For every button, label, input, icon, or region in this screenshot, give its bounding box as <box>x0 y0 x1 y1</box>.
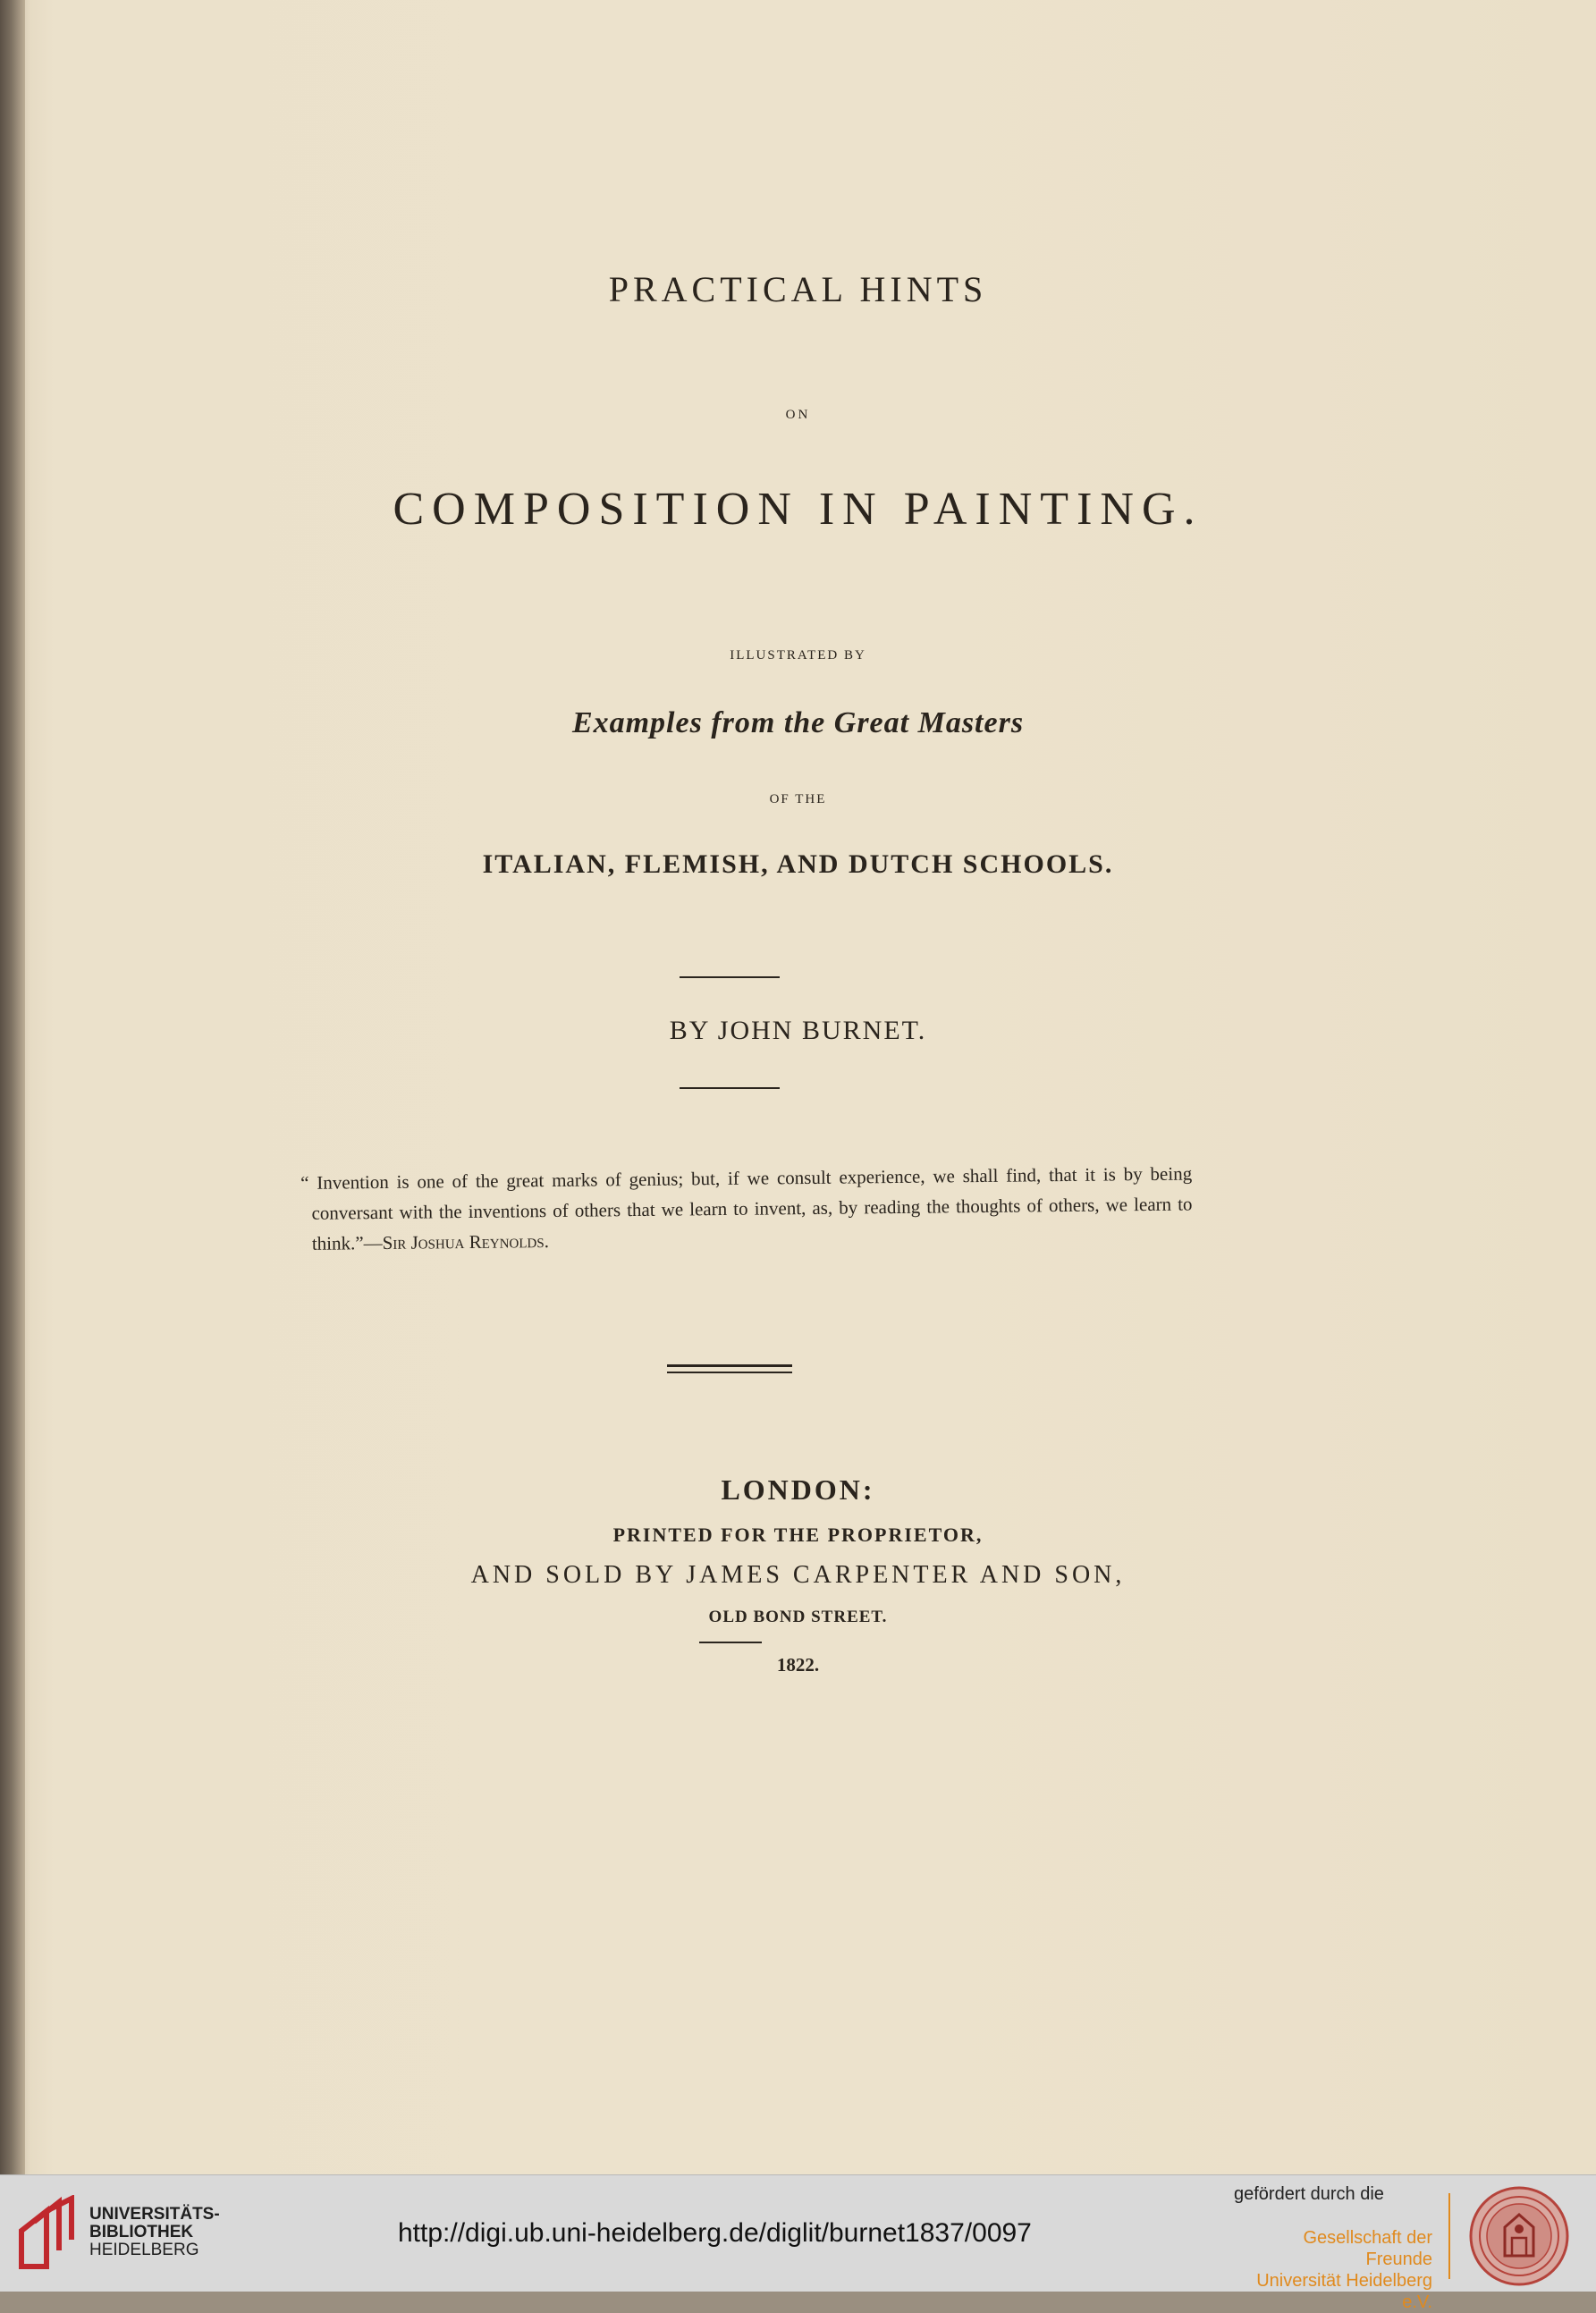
sponsor-line-2: Universität Heidelberg e.V. <box>1256 2271 1432 2312</box>
library-logo-icon <box>16 2195 79 2272</box>
permalink-url[interactable]: http://digi.ub.uni-heidelberg.de/diglit/burnet1837/0097 <box>398 2218 1032 2248</box>
university-seal-icon <box>1469 2186 1569 2286</box>
rule-below-author <box>680 1087 780 1089</box>
title-line-2: COMPOSITION IN PAINTING. <box>393 484 1203 535</box>
quote-attribution: Sir Joshua Reynolds. <box>382 1230 550 1254</box>
examples-blackletter: Examples from the Great Masters <box>571 706 1025 739</box>
footer-divider <box>1448 2193 1450 2279</box>
epigraph-quote <box>295 1158 1193 1258</box>
author-line: BY JOHN BURNET. <box>669 1016 927 1045</box>
of-the: OF THE <box>769 792 827 806</box>
funded-by-label: gefördert durch die <box>1234 2184 1384 2204</box>
library-name <box>89 2206 220 2259</box>
imprint-sold-by: AND SOLD BY JAMES CARPENTER AND SON, <box>470 1561 1126 1589</box>
rule-above-author <box>680 976 780 978</box>
sponsor-name <box>1234 2227 1432 2313</box>
double-rule-top <box>667 1364 792 1367</box>
double-rule-bottom <box>667 1372 792 1373</box>
imprint-printed-for: PRINTED FOR THE PROPRIETOR, <box>612 1524 984 1546</box>
imprint-city: LONDON: <box>721 1473 875 1506</box>
book-binding-edge <box>0 0 25 2174</box>
imprint-street: OLD BOND STREET. <box>708 1608 888 1626</box>
illustrated-by: ILLUSTRATED BY <box>730 648 866 663</box>
library-line-2: BIBLIOTHEK <box>89 2223 194 2241</box>
schools-line: ITALIAN, FLEMISH, AND DUTCH SCHOOLS. <box>482 849 1114 879</box>
sponsor-line-1: Gesellschaft der Freunde <box>1303 2228 1432 2269</box>
library-line-1: UNIVERSITÄTS- <box>89 2205 220 2224</box>
library-line-3: HEIDELBERG <box>89 2241 199 2259</box>
title-line-1: PRACTICAL HINTS <box>608 269 988 309</box>
title-on: ON <box>785 408 811 422</box>
digitization-footer <box>0 2174 1596 2312</box>
quote-text: “ Invention is one of the great marks of genius; but, if we consult experience, we shall find, that it is by being conversant with the inventions of others that we learn to invent, as, by reading the thoughts of others, we learn to think.”— <box>300 1162 1193 1254</box>
rule-above-year <box>699 1642 762 1643</box>
imprint-year: 1822. <box>776 1654 820 1676</box>
